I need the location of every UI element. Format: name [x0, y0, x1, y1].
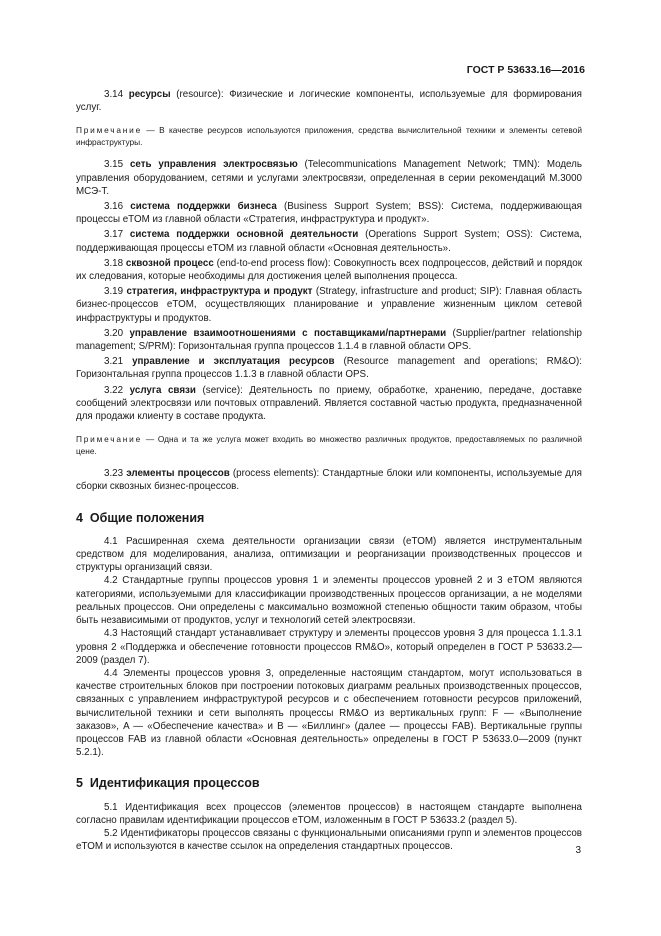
term-definition: (Strategy, infrastructure and product; SIP): Главная область бизнес-процессов eTOM, осуществляющих планирование и управление жизненным циклом сетевой инфраструктуры и продуктов.: [76, 286, 582, 324]
term-name: система поддержки бизнеса: [130, 201, 277, 213]
term-3-18: [76, 257, 582, 283]
term-name: управление и эксплуатация ресурсов: [132, 356, 335, 368]
term-3-21: [76, 355, 582, 381]
note-text: — В качестве ресурсов используются приложения, средства вычислительной техники и элементы сетевой инфраструктуры.: [76, 125, 582, 148]
page-content: [76, 88, 582, 853]
page-number: 3: [575, 845, 581, 856]
term-definition: (service): Деятельность по приему, обработке, хранению, передаче, доставке сообщений электросвязи или почтовых отправлений. Является составной частью продукта, предназначенной для продажи клиенту в составе продукта.: [76, 384, 582, 423]
section-title: Общие положения: [89, 510, 205, 525]
term-name: услуга связи: [129, 384, 196, 396]
term-definition: (end-to-end process flow): Совокупность всех подпроцессов, действий и порядок их следования, которые необходимы для достижения целей выполнения процесса.: [76, 257, 582, 283]
term-number: 3.15: [104, 159, 124, 171]
term-name: система поддержки основной деятельности: [129, 229, 359, 241]
term-number: 3.17: [104, 229, 124, 241]
paragraph-4-3: 4.3 Настоящий стандарт устанавливает структуру и элементы процессов уровня 3 для процесса 1.1.3.1 уровня 2 «Поддержка и обеспечение готовности процессов RM&O», который определен в ГОСТ Р 53633.2—2009 (раздел 7).: [76, 628, 582, 666]
note-label: Примечание: [76, 125, 143, 136]
term-name: ресурсы: [128, 89, 171, 100]
term-3-17: [76, 228, 582, 254]
term-number: 3.16: [104, 201, 124, 213]
term-definition: (Telecommunications Management Network; TMN): Модель управления оборудованием, сетями и услугами электросвязи, определенная в серии рекомендаций М.3000 МСЭ-Т.: [76, 159, 582, 197]
term-name: сеть управления электросвязью: [129, 159, 298, 171]
term-3-22: [76, 384, 582, 424]
document-number: ГОСТ Р 53633.16—2016: [466, 64, 585, 76]
section-title: Идентификация процессов: [89, 776, 260, 791]
paragraph-4-4: 4.4 Элементы процессов уровня 3, определенные настоящим стандартом, могут использоваться в качестве строительных блоков при построении потоковых диаграмм реальных производственных процессов, связанных с управлением инфраструктурой ресурсов и с обеспечением готовности ресурсов приложений, вычислительной техники и сети выполнять процессы RM&O из вертикальных групп: F — «Выполнение заказов», A — «Обеспечение качества» и B — «Биллинг» (далее — процессы FAB). Вертикальные группы процессов FAB из главной области «Основная деятельность» определены в ГОСТ Р 53633.0—2009 (пункт 5.2.1).: [76, 667, 582, 759]
term-definition: (Business Support System; BSS): Система, поддерживающая процессы eTOM из главной области «Стратегия, инфраструктура и продукт».: [76, 201, 582, 226]
term-definition: (Supplier/partner relationship management; S/PRM): Горизонтальная группа процессов 1.1.4 в главной области OPS.: [76, 327, 582, 353]
term-3-16: [76, 200, 582, 226]
section-number: 5: [76, 776, 83, 791]
term-name: сквозной процесс: [125, 257, 214, 269]
term-number: 3.20: [104, 327, 124, 339]
term-definition: (Resource management and operations; RM&O): Горизонтальная группа процессов 1.1.3 в главной области OPS.: [76, 356, 582, 381]
term-number: 3.21: [104, 356, 124, 368]
term-number: 3.23: [104, 468, 124, 480]
paragraph-4-1: 4.1 Расширенная схема деятельности организации связи (eTOM) является инструментальным средством для моделирования, анализа, оптимизации и реорганизации производственных процессов и структуры организаций связи.: [76, 535, 582, 574]
section-5-heading: [76, 777, 582, 790]
term-number: 3.22: [104, 384, 124, 396]
term-3-19: [76, 285, 582, 325]
term-definition: (Operations Support System; OSS): Система, поддерживающая процессы eTOM из главной области «Основная деятельность».: [76, 229, 582, 254]
note-1: [76, 124, 582, 148]
paragraph-4-2: 4.2 Стандартные группы процессов уровня 1 и элементы процессов уровней 2 и 3 eTOM являются категориями, используемыми для классификации производственных процессов организации, а не моделями реальных процессов. Они определены с максимально возможной степенью общности таким образом, чтобы быть независимыми от продуктов, услуг и технологий сетей электросвязи.: [76, 575, 582, 627]
paragraph-5-1: 5.1 Идентификация всех процессов (элементов процессов) в настоящем стандарте выполнена согласно правилам идентификации процессов eTOM, изложенным в ГОСТ Р 53633.2 (раздел 5).: [76, 801, 582, 826]
term-definition: (process elements): Стандартные блоки или компоненты, используемые для сборки сквозных бизнес-процессов.: [76, 468, 582, 493]
note-text: — Одна и та же услуга может входить во множество различных продуктов, предоставляемых по различной цене.: [76, 434, 582, 457]
note-label: Примечание: [76, 434, 143, 445]
term-3-23: [76, 467, 582, 493]
term-definition: (resource): Физические и логические компоненты, используемые для формирования услуг.: [76, 89, 582, 114]
term-number: 3.19: [104, 286, 124, 298]
term-number: 3.18: [104, 257, 124, 269]
term-number: 3.14: [104, 89, 124, 100]
term-name: элементы процессов: [126, 468, 230, 480]
term-3-20: [76, 327, 582, 353]
term-name: стратегия, инфраструктура и продукт: [126, 286, 313, 298]
term-3-14: [76, 88, 582, 114]
term-3-15: [76, 158, 582, 198]
section-number: 4: [76, 510, 83, 525]
note-2: [76, 433, 582, 457]
term-name: управление взаимоотношениями с поставщиками/партнерами: [129, 327, 447, 339]
section-4-heading: [76, 512, 582, 525]
paragraph-5-2: 5.2 Идентификаторы процессов связаны с функциональными описаниями групп и элементов процессов eTOM и используются в качестве ссылок на определения стандартных процессов.: [76, 827, 582, 853]
